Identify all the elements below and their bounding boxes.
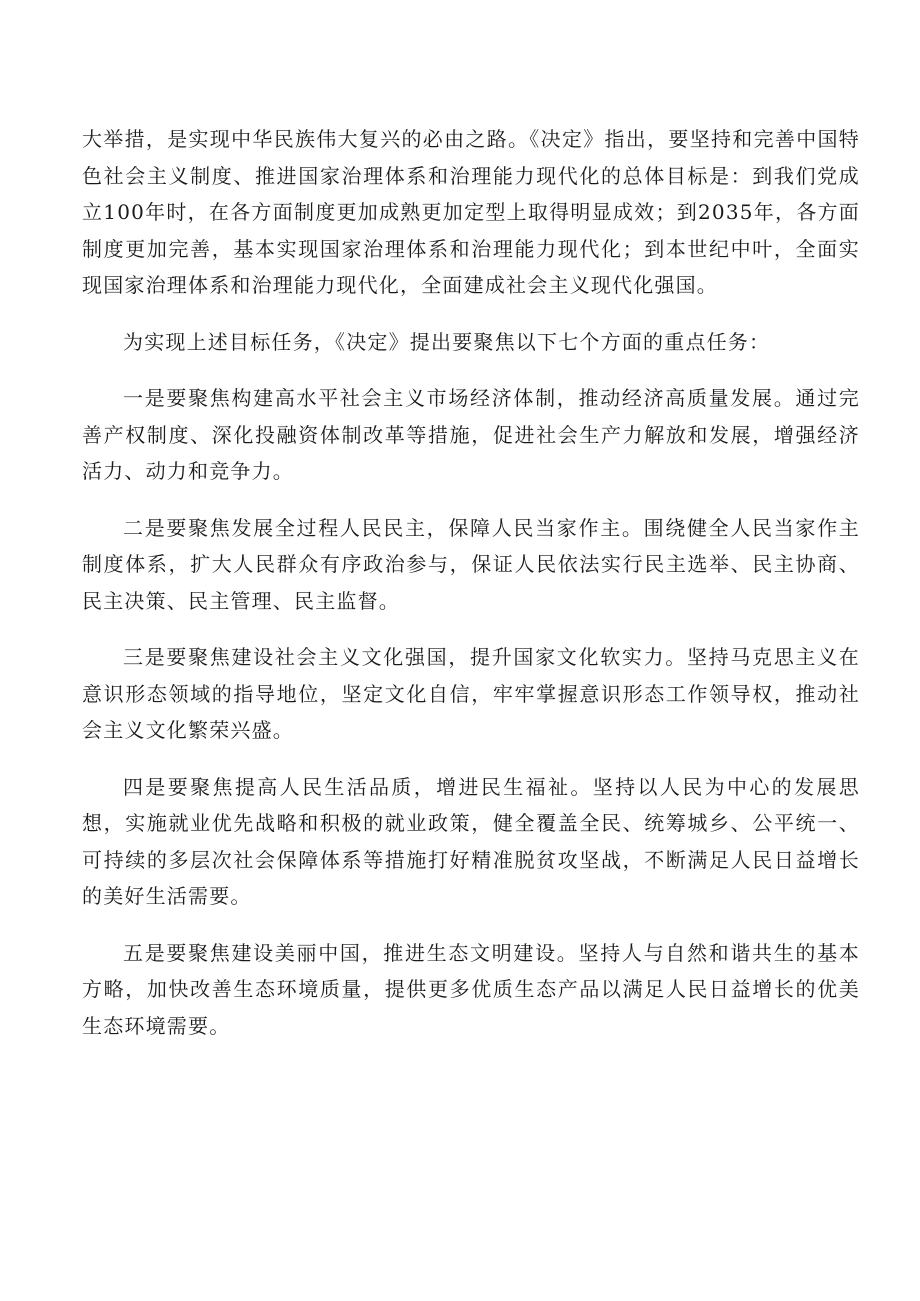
document-body <box>82 121 860 1044</box>
paragraph-3: 一是要聚焦构建高水平社会主义市场经济体制，推动经济高质量发展。通过完善产权制度、深化投融资体制改革等措施，促进社会生产力解放和发展，增强经济活力、动力和竞争力。 <box>82 386 860 483</box>
paragraph-5: 三是要聚焦建设社会主义文化强国，提升国家文化软实力。坚持马克思主义在意识形态领域的指导地位，坚定文化自信，牢牢掌握意识形态工作领导权，推动社会主义文化繁荣兴盛。 <box>82 645 860 742</box>
paragraph-4: 二是要聚焦发展全过程人民民主，保障人民当家作主。围绕健全人民当家作主制度体系，扩大人民群众有序政治参与，保证人民依法实行民主选举、民主协商、民主决策、民主管理、民主监督。 <box>82 515 860 613</box>
paragraph-2: 为实现上述目标任务，《决定》提出要聚焦以下七个方面的重点任务： <box>123 329 771 354</box>
paragraph-1: 大举措，是实现中华民族伟大复兴的必由之路。《决定》指出，要坚持和完善中国特色社会主义制度、推进国家治理体系和治理能力现代化的总体目标是：到我们党成立100年时，在各方面制度更加成熟更加定型上取得明显成效；到2035年，各方面制度更加完善，基本实现国家治理体系和治理能力现代化；到本世纪中叶，全面实现国家治理体系和治理能力现代化，全面建成社会主义现代化强国。 <box>82 127 860 297</box>
paragraph-7: 五是要聚焦建设美丽中国，推进生态文明建设。坚持人与自然和谐共生的基本方略，加快改善生态环境质量，提供更多优质生态产品以满足人民日益增长的优美生态环境需要。 <box>82 940 860 1038</box>
paragraph-6: 四是要聚焦提高人民生活品质，增进民生福祉。坚持以人民为中心的发展思想，实施就业优先战略和积极的就业政策，健全覆盖全民、统筹城乡、公平统一、可持续的多层次社会保障体系等措施打好精准脱贫攻坚战，不断满足人民日益增长的美好生活需要。 <box>82 774 860 908</box>
